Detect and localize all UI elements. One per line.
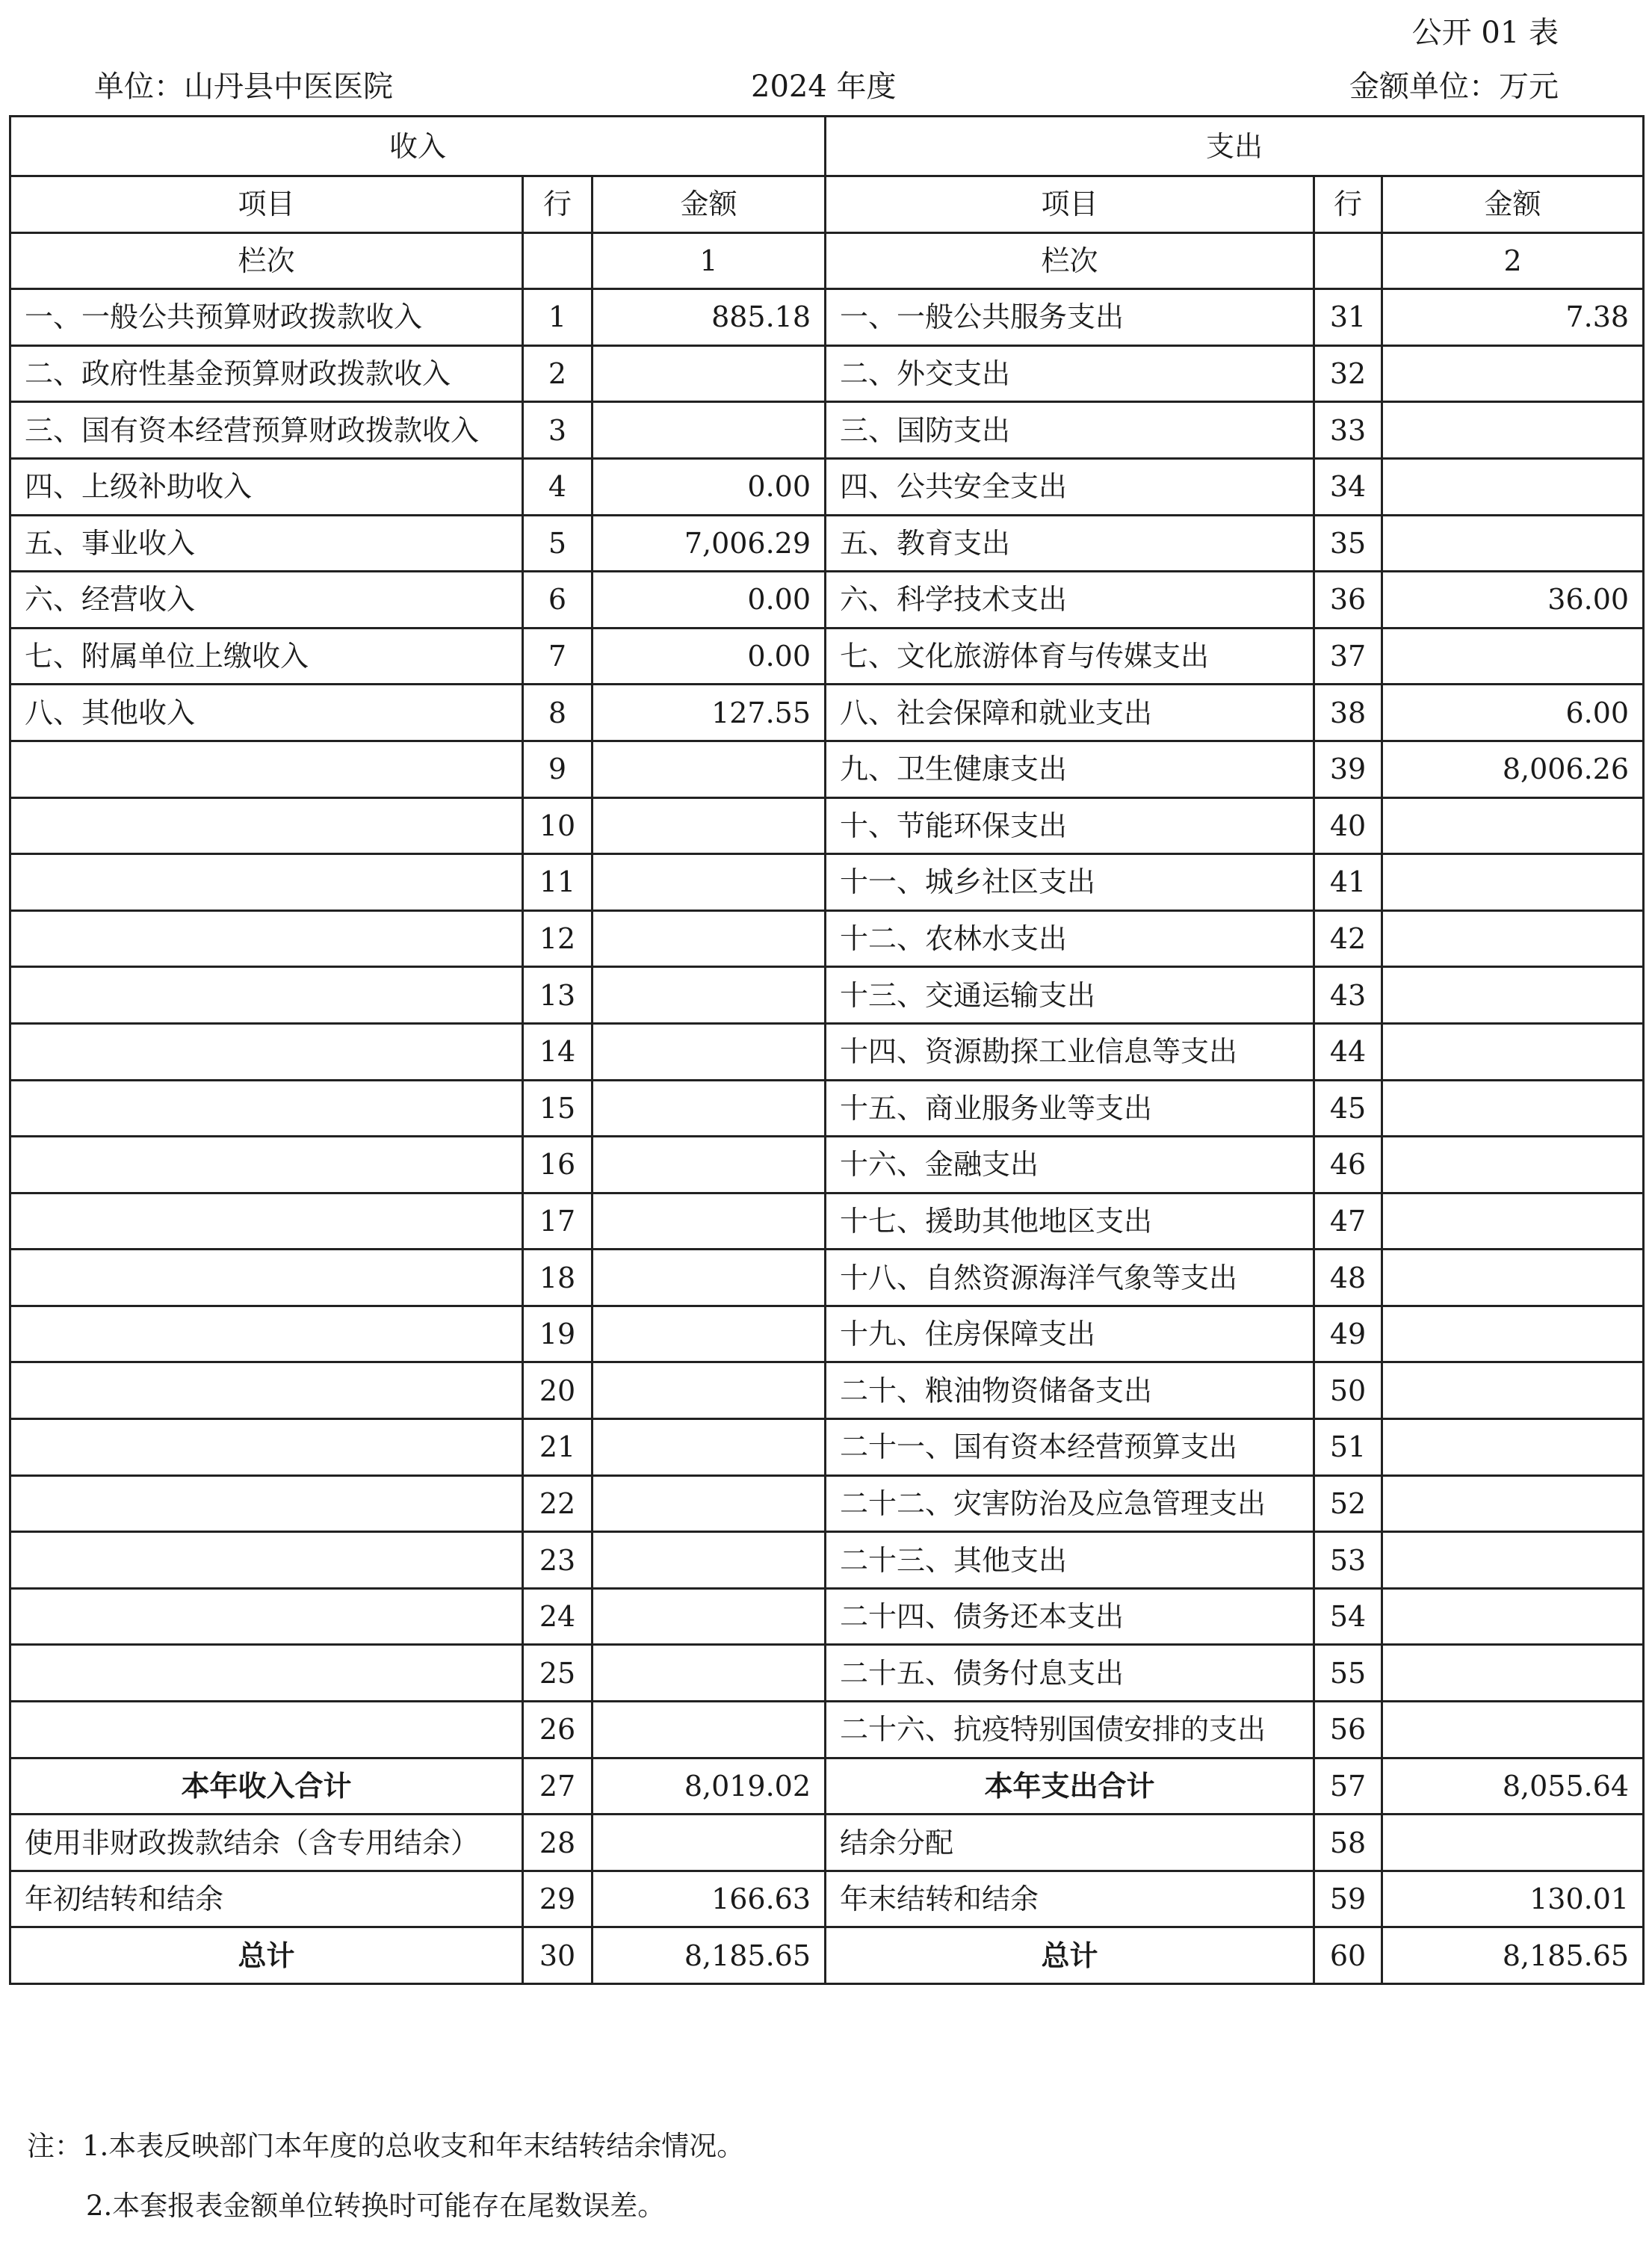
table-row [10, 1362, 1644, 1419]
expense-amount-cell [1382, 797, 1644, 854]
income-grand-total-label: 总计 [10, 1927, 523, 1984]
expense-amount-cell [1382, 854, 1644, 911]
income-amount-cell [593, 1250, 826, 1306]
income-item-cell [10, 1419, 523, 1476]
expense-item-cell: 十五、商业服务业等支出 [826, 1080, 1314, 1137]
expense-amount-cell [1382, 515, 1644, 572]
income-row-no-cell: 29 [523, 1871, 593, 1927]
income-row-no-cell: 13 [523, 967, 593, 1024]
income-row-no-cell: 2 [523, 345, 593, 402]
expense-item-cell: 一、一般公共服务支出 [826, 289, 1314, 346]
income-amount-cell [593, 1475, 826, 1532]
report-year: 2024 年度 [751, 70, 897, 104]
income-item-cell [10, 1532, 523, 1589]
expense-col-index: 2 [1382, 232, 1644, 289]
income-row-no-cell: 25 [523, 1645, 593, 1702]
income-row-no-cell: 8 [523, 685, 593, 741]
expense-total-label: 本年支出合计 [826, 1758, 1314, 1815]
table-row [10, 1137, 1644, 1193]
expense-item-cell: 二十五、债务付息支出 [826, 1645, 1314, 1702]
expense-item-cell: 十六、金融支出 [826, 1137, 1314, 1193]
table-row [10, 572, 1644, 629]
income-row-no-cell: 23 [523, 1532, 593, 1589]
column-index-row [10, 232, 1644, 289]
expense-amount-cell [1382, 1250, 1644, 1306]
expense-row-no-cell: 52 [1314, 1475, 1382, 1532]
income-item-cell: 五、事业收入 [10, 515, 523, 572]
income-item-cell: 年初结转和结余 [10, 1871, 523, 1927]
expense-amount-cell [1382, 1193, 1644, 1250]
table-row [10, 1815, 1644, 1871]
expense-row-no-cell: 53 [1314, 1532, 1382, 1589]
table-row [10, 1306, 1644, 1362]
table-row [10, 1588, 1644, 1645]
amount-unit: 金额单位：万元 [1349, 70, 1559, 104]
table-row [10, 458, 1644, 515]
expense-row-no-cell: 41 [1314, 854, 1382, 911]
expense-amount-cell [1382, 1702, 1644, 1758]
income-amount-cell [593, 854, 826, 911]
table-row [10, 854, 1644, 911]
expense-amount-cell [1382, 1419, 1644, 1476]
income-item-cell [10, 1645, 523, 1702]
expense-row-no-cell: 47 [1314, 1193, 1382, 1250]
expense-row-no-cell: 43 [1314, 967, 1382, 1024]
grand-total-row [10, 1927, 1644, 1984]
income-amount-cell [593, 1023, 826, 1080]
expense-item-cell: 十一、城乡社区支出 [826, 854, 1314, 911]
expense-amount-cell [1382, 1137, 1644, 1193]
expense-row-no-cell: 32 [1314, 345, 1382, 402]
expense-item-cell: 年末结转和结余 [826, 1871, 1314, 1927]
expense-amount-cell: 8,006.26 [1382, 741, 1644, 797]
expense-item-cell: 结余分配 [826, 1815, 1314, 1871]
expense-row-no-cell: 39 [1314, 741, 1382, 797]
expense-total-row-no: 57 [1314, 1758, 1382, 1815]
income-row-no-cell: 14 [523, 1023, 593, 1080]
income-grand-total-amount: 8,185.65 [593, 1927, 826, 1984]
income-index-label: 栏次 [10, 232, 523, 289]
income-amount-cell [593, 741, 826, 797]
income-row-no-cell: 4 [523, 458, 593, 515]
income-item-cell [10, 1023, 523, 1080]
income-amount-cell [593, 1532, 826, 1589]
expense-amount-cell [1382, 1023, 1644, 1080]
income-item-cell [10, 1250, 523, 1306]
expense-amount-cell [1382, 345, 1644, 402]
note-line-2: 2.本套报表金额单位转换时可能存在尾数误差。 [86, 2190, 666, 2222]
income-item-cell [10, 1080, 523, 1137]
income-item-cell [10, 1702, 523, 1758]
expense-item-cell: 二十一、国有资本经营预算支出 [826, 1419, 1314, 1476]
income-row-no-cell: 3 [523, 402, 593, 459]
expense-amount-cell [1382, 1815, 1644, 1871]
table-row [10, 1023, 1644, 1080]
income-row-no-cell: 12 [523, 910, 593, 967]
table-row [10, 967, 1644, 1024]
income-row-no-cell: 19 [523, 1306, 593, 1362]
income-row-no-cell: 17 [523, 1193, 593, 1250]
expense-amount-cell [1382, 910, 1644, 967]
expense-row-no-cell: 44 [1314, 1023, 1382, 1080]
income-item-cell [10, 1475, 523, 1532]
expense-item-cell: 三、国防支出 [826, 402, 1314, 459]
expense-amount-cell [1382, 1080, 1644, 1137]
expense-item-cell: 十二、农林水支出 [826, 910, 1314, 967]
expense-row-no-cell: 56 [1314, 1702, 1382, 1758]
expense-amount-cell [1382, 1645, 1644, 1702]
income-item-cell [10, 1362, 523, 1419]
expense-row-no-cell: 49 [1314, 1306, 1382, 1362]
expense-index-row-blank [1314, 232, 1382, 289]
annual-total-row [10, 1758, 1644, 1815]
table-row [10, 1475, 1644, 1532]
income-item-cell: 七、附属单位上缴收入 [10, 628, 523, 685]
expense-item-cell: 十、节能环保支出 [826, 797, 1314, 854]
income-item-cell [10, 741, 523, 797]
expense-amount-cell [1382, 402, 1644, 459]
expense-amount-cell: 6.00 [1382, 685, 1644, 741]
table-row [10, 1193, 1644, 1250]
expense-index-label: 栏次 [826, 232, 1314, 289]
expense-row-no-cell: 54 [1314, 1588, 1382, 1645]
income-amount-cell [593, 345, 826, 402]
column-header-row [10, 176, 1644, 233]
income-row-no-cell: 6 [523, 572, 593, 629]
income-total-amount: 8,019.02 [593, 1758, 826, 1815]
income-row-no-cell: 5 [523, 515, 593, 572]
table-row [10, 1532, 1644, 1589]
income-item-cell: 六、经营收入 [10, 572, 523, 629]
expense-item-cell: 二十四、债务还本支出 [826, 1588, 1314, 1645]
expense-row-no-cell: 42 [1314, 910, 1382, 967]
expense-amount-cell [1382, 1475, 1644, 1532]
income-row-no-cell: 9 [523, 741, 593, 797]
expense-amount-cell [1382, 1588, 1644, 1645]
income-amount-cell [593, 1193, 826, 1250]
table-row [10, 1250, 1644, 1306]
income-row-no-cell: 28 [523, 1815, 593, 1871]
income-expense-table [9, 115, 1645, 1985]
expense-item-cell: 四、公共安全支出 [826, 458, 1314, 515]
income-amount-cell [593, 1080, 826, 1137]
expense-item-cell: 十三、交通运输支出 [826, 967, 1314, 1024]
income-row-no-cell: 1 [523, 289, 593, 346]
income-total-row-no: 27 [523, 1758, 593, 1815]
expense-amount-header: 金额 [1382, 176, 1644, 233]
expense-item-cell: 十七、援助其他地区支出 [826, 1193, 1314, 1250]
income-item-cell [10, 1588, 523, 1645]
income-item-header: 项目 [10, 176, 523, 233]
income-item-cell [10, 1306, 523, 1362]
expense-amount-cell [1382, 628, 1644, 685]
expense-grand-total-row-no: 60 [1314, 1927, 1382, 1984]
income-item-cell: 二、政府性基金预算财政拨款收入 [10, 345, 523, 402]
expense-row-no-cell: 51 [1314, 1419, 1382, 1476]
income-amount-cell [593, 967, 826, 1024]
expense-amount-cell [1382, 967, 1644, 1024]
income-amount-cell: 166.63 [593, 1871, 826, 1927]
expense-item-cell: 二十二、灾害防治及应急管理支出 [826, 1475, 1314, 1532]
form-code: 公开 01 表 [1411, 16, 1559, 50]
expense-item-cell: 九、卫生健康支出 [826, 741, 1314, 797]
expense-item-cell: 二十、粮油物资储备支出 [826, 1362, 1314, 1419]
income-row-no-cell: 16 [523, 1137, 593, 1193]
income-item-cell [10, 1137, 523, 1193]
income-amount-cell [593, 1815, 826, 1871]
income-amount-cell: 0.00 [593, 628, 826, 685]
table-row [10, 1080, 1644, 1137]
income-row-no-cell: 18 [523, 1250, 593, 1306]
expense-grand-total-amount: 8,185.65 [1382, 1927, 1644, 1984]
income-row-header: 行 [523, 176, 593, 233]
income-item-cell [10, 797, 523, 854]
income-section-header: 收入 [10, 117, 826, 176]
income-row-no-cell: 11 [523, 854, 593, 911]
income-col-index: 1 [593, 232, 826, 289]
income-item-cell: 使用非财政拨款结余（含专用结余） [10, 1815, 523, 1871]
expense-amount-cell: 7.38 [1382, 289, 1644, 346]
income-row-no-cell: 7 [523, 628, 593, 685]
expense-amount-cell [1382, 1532, 1644, 1589]
income-amount-cell: 885.18 [593, 289, 826, 346]
expense-grand-total-label: 总计 [826, 1927, 1314, 1984]
table-row [10, 515, 1644, 572]
expense-row-no-cell: 48 [1314, 1250, 1382, 1306]
income-grand-total-row-no: 30 [523, 1927, 593, 1984]
expense-row-no-cell: 31 [1314, 289, 1382, 346]
expense-row-no-cell: 59 [1314, 1871, 1382, 1927]
expense-item-header: 项目 [826, 176, 1314, 233]
income-row-no-cell: 21 [523, 1419, 593, 1476]
expense-row-no-cell: 33 [1314, 402, 1382, 459]
income-item-cell: 三、国有资本经营预算财政拨款收入 [10, 402, 523, 459]
expense-row-no-cell: 55 [1314, 1645, 1382, 1702]
table-row [10, 402, 1644, 459]
income-amount-cell [593, 910, 826, 967]
income-index-row-blank [523, 232, 593, 289]
table-row [10, 741, 1644, 797]
income-amount-cell: 0.00 [593, 458, 826, 515]
expense-row-no-cell: 34 [1314, 458, 1382, 515]
income-amount-cell [593, 1419, 826, 1476]
expense-item-cell: 十四、资源勘探工业信息等支出 [826, 1023, 1314, 1080]
income-item-cell: 八、其他收入 [10, 685, 523, 741]
expense-row-no-cell: 38 [1314, 685, 1382, 741]
expense-item-cell: 七、文化旅游体育与传媒支出 [826, 628, 1314, 685]
table-row [10, 910, 1644, 967]
income-item-cell [10, 1193, 523, 1250]
expense-item-cell: 十八、自然资源海洋气象等支出 [826, 1250, 1314, 1306]
expense-item-cell: 十九、住房保障支出 [826, 1306, 1314, 1362]
income-amount-header: 金额 [593, 176, 826, 233]
expense-row-no-cell: 35 [1314, 515, 1382, 572]
table-row [10, 345, 1644, 402]
income-amount-cell [593, 1645, 826, 1702]
income-row-no-cell: 10 [523, 797, 593, 854]
income-row-no-cell: 24 [523, 1588, 593, 1645]
expense-row-no-cell: 50 [1314, 1362, 1382, 1419]
expense-row-no-cell: 46 [1314, 1137, 1382, 1193]
section-header-row [10, 117, 1644, 176]
table-row [10, 1419, 1644, 1476]
income-amount-cell: 127.55 [593, 685, 826, 741]
income-amount-cell [593, 1137, 826, 1193]
income-amount-cell [593, 797, 826, 854]
table-row [10, 289, 1644, 346]
expense-amount-cell [1382, 1306, 1644, 1362]
expense-row-no-cell: 58 [1314, 1815, 1382, 1871]
income-amount-cell [593, 1306, 826, 1362]
income-amount-cell [593, 1588, 826, 1645]
expense-row-no-cell: 36 [1314, 572, 1382, 629]
expense-item-cell: 六、科学技术支出 [826, 572, 1314, 629]
income-amount-cell: 0.00 [593, 572, 826, 629]
income-row-no-cell: 20 [523, 1362, 593, 1419]
income-row-no-cell: 26 [523, 1702, 593, 1758]
reporting-unit: 单位：山丹县中医医院 [94, 70, 393, 104]
expense-item-cell: 五、教育支出 [826, 515, 1314, 572]
expense-item-cell: 八、社会保障和就业支出 [826, 685, 1314, 741]
income-item-cell [10, 854, 523, 911]
table-row [10, 797, 1644, 854]
expense-amount-cell: 130.01 [1382, 1871, 1644, 1927]
expense-total-amount: 8,055.64 [1382, 1758, 1644, 1815]
expense-item-cell: 二十六、抗疫特别国债安排的支出 [826, 1702, 1314, 1758]
expense-amount-cell [1382, 1362, 1644, 1419]
income-item-cell: 一、一般公共预算财政拨款收入 [10, 289, 523, 346]
income-amount-cell [593, 402, 826, 459]
expense-amount-cell: 36.00 [1382, 572, 1644, 629]
income-item-cell [10, 967, 523, 1024]
expense-row-no-cell: 45 [1314, 1080, 1382, 1137]
table-row [10, 1871, 1644, 1927]
expense-row-header: 行 [1314, 176, 1382, 233]
table-row [10, 685, 1644, 741]
income-item-cell: 四、上级补助收入 [10, 458, 523, 515]
expense-section-header: 支出 [826, 117, 1644, 176]
income-amount-cell: 7,006.29 [593, 515, 826, 572]
expense-amount-cell [1382, 458, 1644, 515]
table-row [10, 1702, 1644, 1758]
income-row-no-cell: 22 [523, 1475, 593, 1532]
expense-item-cell: 二十三、其他支出 [826, 1532, 1314, 1589]
expense-row-no-cell: 37 [1314, 628, 1382, 685]
income-amount-cell [593, 1362, 826, 1419]
expense-row-no-cell: 40 [1314, 797, 1382, 854]
income-row-no-cell: 15 [523, 1080, 593, 1137]
income-amount-cell [593, 1702, 826, 1758]
table-row [10, 628, 1644, 685]
income-item-cell [10, 910, 523, 967]
note-line-1: 注：1.本表反映部门本年度的总收支和年末结转结余情况。 [27, 2130, 745, 2162]
expense-item-cell: 二、外交支出 [826, 345, 1314, 402]
table-row [10, 1645, 1644, 1702]
income-total-label: 本年收入合计 [10, 1758, 523, 1815]
